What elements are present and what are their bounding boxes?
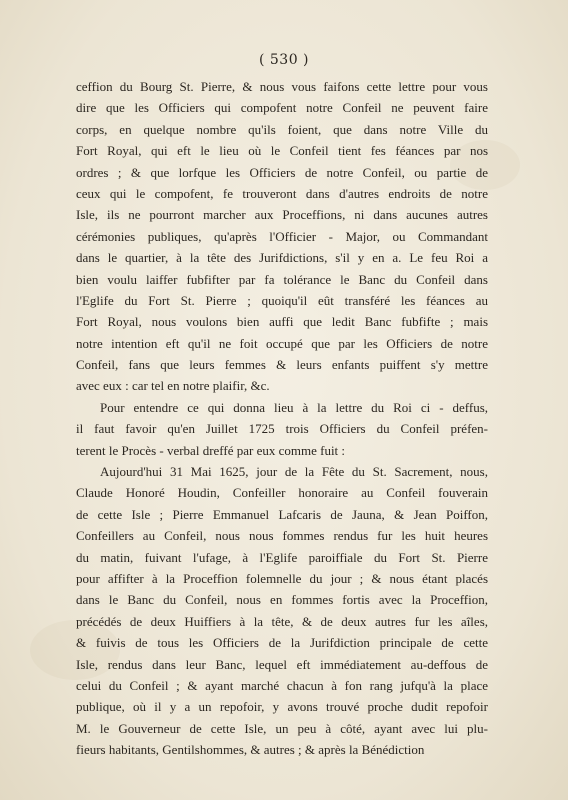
text-line: ordres ; & que lorfque les Officiers de notre Confeil, ou partie de <box>76 164 488 180</box>
text-line: l'Eglife du Fort St. Pierre ; quoiqu'il eût transféré les féances au <box>76 292 488 308</box>
text-line: avec eux : car tel en notre plaifir, &c. <box>76 378 270 394</box>
text-line: Isle, ils ne pourront marcher aux Proceffions, ni dans aucunes autres <box>76 207 488 223</box>
text-line: fieurs habitants, Gentilshommes, & autres ; & après la Bénédiction <box>76 742 425 758</box>
text-line: Fort Royal, qui eft le lieu où le Confeil tient fes féances par nos <box>76 143 488 159</box>
text-line: publique, où il y a un repofoir, y avons trouvé proche dudit repofoir <box>76 699 488 715</box>
text-line: dire que les Officiers qui compofent notre Confeil ne peuvent faire <box>76 100 488 116</box>
text-line: ceffion du Bourg St. Pierre, & nous vous faifons cette lettre pour vous <box>76 79 488 94</box>
paragraph <box>76 397 488 461</box>
text-line: Confeillers au Confeil, nous nous fommes rendus fur les huit heures <box>76 528 488 544</box>
text-line: Confeil, fans que leurs femmes & leurs enfants puiffent s'y mettre <box>76 357 488 373</box>
text-line: cérémonies publiques, qu'après l'Officier - Major, ou Commandant <box>76 228 488 244</box>
text-line: Fort Royal, nous voulons bien auffi que ledit Banc fubfifte ; mais <box>76 314 488 330</box>
text-line: pour affifter à la Proceffion folemnelle du jour ; & nous étant placés <box>76 570 488 586</box>
text-line: de cette Isle ; Pierre Emmanuel Lafcaris de Jauna, & Jean Poiffon, <box>76 506 488 522</box>
text-line: & fuivis de tous les Officiers de la Jurifdiction principale de cette <box>76 635 488 651</box>
text-line: celui du Confeil ; & ayant marché chacun à fon rang jufqu'à la place <box>76 677 488 693</box>
text-line: il faut favoir qu'en Juillet 1725 trois Officiers du Confeil préfen- <box>76 421 488 437</box>
text-line: Claude Honoré Houdin, Confeiller honoraire au Confeil fouverain <box>76 485 488 501</box>
paragraph <box>76 76 488 397</box>
text-line: corps, en quelque nombre qu'ils foient, que dans notre Ville du <box>76 121 488 137</box>
text-line: dans le quartier, à la tête des Jurifdictions, s'il y en a. Le feu Roi a <box>76 250 488 266</box>
page-number: ( 530 ) <box>258 52 310 68</box>
text-line: dans le Banc du Confeil, nous en fommes fortis avec la Proceffion, <box>76 592 488 608</box>
text-line: notre intention eft qu'il ne foit occupé que par les Officiers de notre <box>76 335 488 351</box>
text-line: Isle, rendus dans leur Banc, lequel eft immédiatement au-deffous de <box>76 656 488 672</box>
text-line: M. le Gouverneur de cette Isle, un peu à côté, ayant avec lui plu- <box>76 720 488 736</box>
text-line: terent le Procès - verbal dreffé par eux comme fuit : <box>76 442 346 458</box>
text-line: ceux qui le compofent, fe trouveront dans d'autres endroits de notre <box>76 185 488 201</box>
paragraph <box>76 461 488 760</box>
text-line: bien voulu laiffer fubfifter par fa tolérance le Banc du Confeil dans <box>76 271 488 287</box>
text-line: du matin, fuivant l'ufage, à l'Eglife paroiffiale du Fort St. Pierre <box>76 549 488 565</box>
text-line: précédés de deux Huiffiers à la tête, & de deux autres fur les aîles, <box>76 613 488 629</box>
body-text <box>76 76 488 761</box>
text-line: Aujourd'hui 31 Mai 1625, jour de la Fête du St. Sacrement, nous, <box>100 464 488 480</box>
text-line: Pour entendre ce qui donna lieu à la lettre du Roi ci - deffus, <box>100 399 488 415</box>
